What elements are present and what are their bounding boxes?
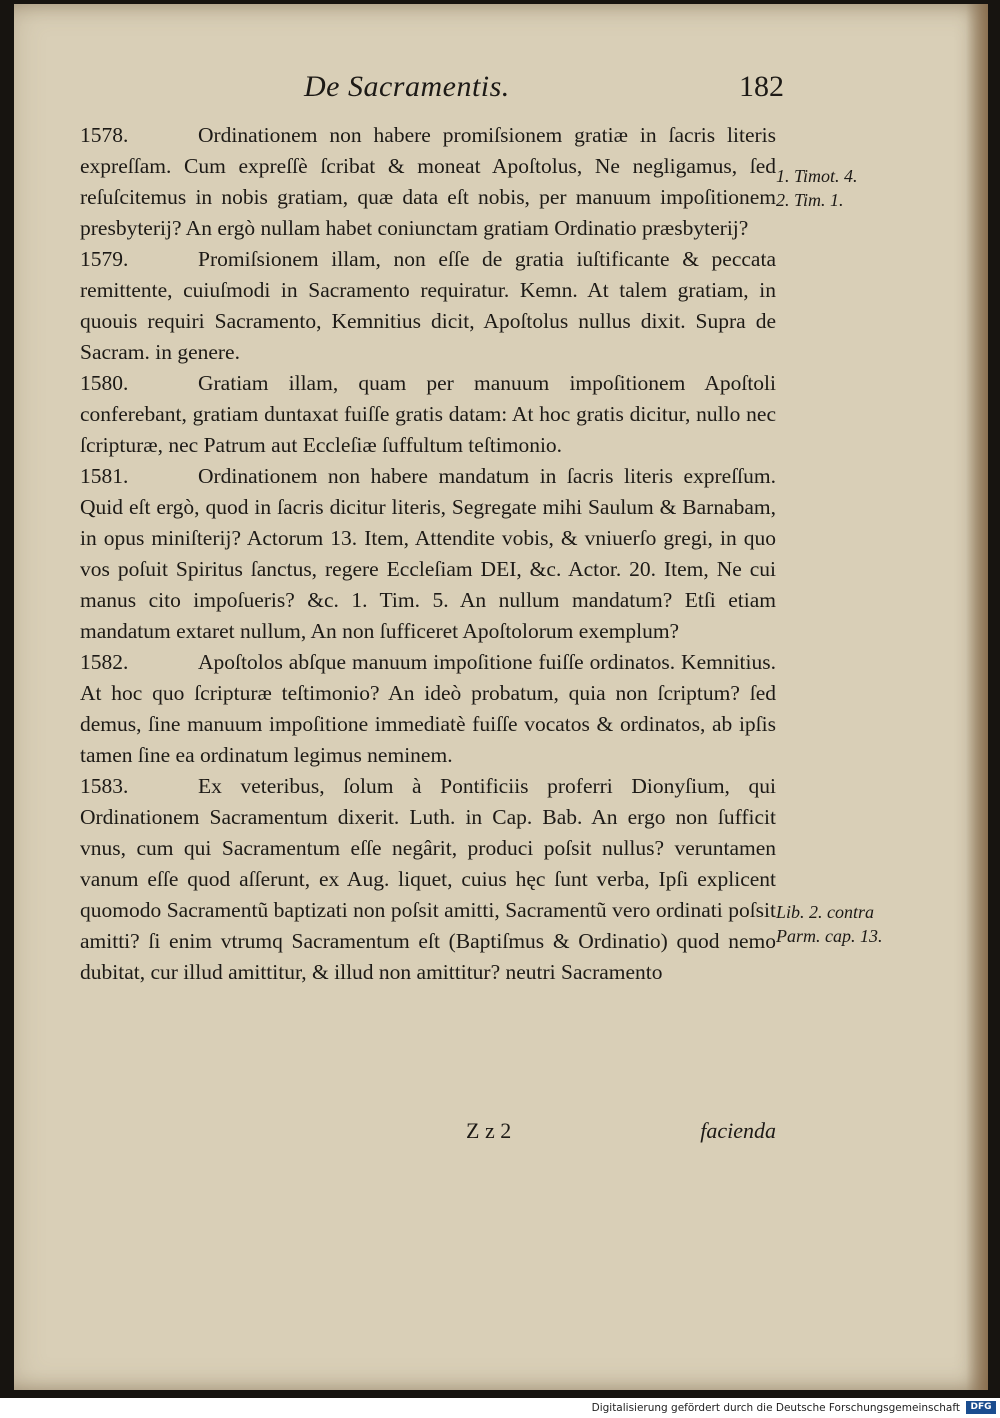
paragraph-text: Promiſsionem illam, non eſſe de gratia iuſtificante & peccata remittente, cuiuſmodi in Sacramento requiratur. Kemn. At talem gratiam, in quouis requiri Sacramento, Kemnitius dicit, Apoſtolus nullus dixit. Supra de Sacram. in genere. [80,247,776,364]
paragraph-number: 1583. [80,774,129,798]
page-footer [80,1118,776,1152]
paragraph-1583 [80,771,776,988]
credit-bar [0,1398,1000,1418]
digitization-credit: Digitalisierung gefördert durch die Deutsche Forschungsgemeinschaft [591,1402,960,1414]
paragraph-text: Ex veteribus, ſolum à Pontificiis proferri Dionyſium, qui Ordinationem Sacramentum dixerit. Luth. in Cap. Bab. An ergo non ſufficit vnus, cum qui Sacramentum eſſe negârit, produci poſsit nullus? veruntamen vanum eſſe quod aſſerunt, ex Aug. liquet, cuius hęc ſunt verba, Ipſi explicent quomodo Sacramentũ baptizati non poſsit amitti, Sacramentũ vero ordinati poſsit amitti? ſi enim vtrumq Sacramentum eſt (Baptiſmus & Ordinatio) quod nemo dubitat, cur illud amittitur, & illud non amittitur? neutri Sacramento [80,774,776,984]
paragraph-number: 1578. [80,123,129,147]
paragraph-number: 1579. [80,247,129,271]
catchword: facienda [700,1118,776,1143]
margin-note-parmenian: Lib. 2. contra Parm. cap. 13. [776,902,883,946]
paragraph-number: 1580. [80,371,129,395]
paragraph-1578 [80,120,776,244]
paragraph-number: 1581. [80,464,129,488]
paragraph-text: Apoſtolos abſque manuum impoſitione fuiſſe ordinatos. Kemnitius. At hoc quo ſcripturæ teſtimonio? An ideò probatum, quia non ſcriptum? ſed demus, ſine manuum impoſitione immediatè fuiſſe vocatos & ordinatos, ab ipſis tamen ſine ea ordinatum legimus neminem. [80,650,776,767]
page-edge-shadow [966,4,988,1390]
paragraph-1581 [80,461,776,647]
dfg-logo: DFG [966,1401,996,1414]
running-header [304,70,784,110]
paragraph-text: Gratiam illam, quam per manuum impoſitionem Apoſtoli conferebant, gratiam duntaxat fuiſſe gratis datam: At hoc gratis dicitur, nullo nec ſcripturæ, nec Patrum aut Eccleſiæ ſuffultum teſtimonio. [80,371,776,457]
margin-note-timothy: 1. Timot. 4. 2. Tim. 1. [776,166,858,210]
page-number: 182 [739,70,784,103]
signature-mark: Z z 2 [466,1118,512,1143]
paragraph-1579 [80,244,776,368]
paragraph-1580 [80,368,776,461]
paragraph-number: 1582. [80,650,129,674]
book-page [14,4,988,1390]
paragraph-text: Ordinationem non habere mandatum in ſacris literis expreſſum. Quid eſt ergò, quod in ſacris dicitur literis, Segregate mihi Saulum & Barnabam, in opus miniſterij? Actorum 13. Item, Attendite vobis, & vniuerſo gregi, in quo vos poſuit Spiritus ſanctus, regere Eccleſiam DEI, &c. Actor. 20. Item, Ne cui manus cito impoſueris? &c. 1. Tim. 5. An nullum mandatum? Etſi etiam mandatum extaret nullum, An non ſufficeret Apoſtolorum exemplum? [80,464,776,643]
paragraph-text: Ordinationem non habere promiſsionem gratiæ in ſacris literis expreſſam. Cum expreſſè ſcribat & moneat Apoſtolus, Ne negligamus, ſed reſuſcitemus in nobis gratiam, quæ data eſt nobis, per manuum impoſitionem presbyterij? An ergò nullam habet coniunctam gratiam Ordinatio præsbyterij? [80,123,776,240]
running-title: De Sacramentis. [304,70,510,103]
paragraph-1582 [80,647,776,771]
main-text-block [80,120,776,988]
